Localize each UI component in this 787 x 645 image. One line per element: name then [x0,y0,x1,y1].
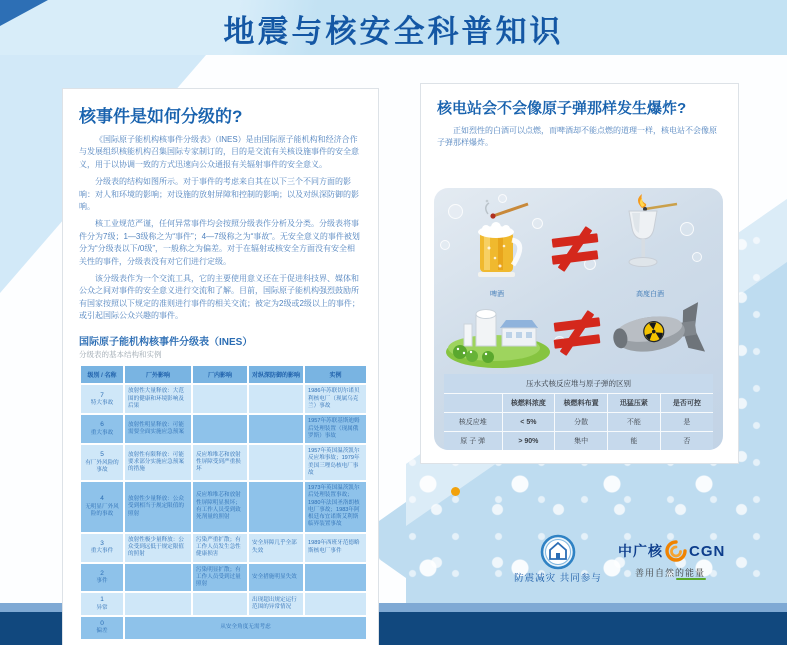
cgn-logo [618,540,725,562]
onsite-cell: 反应堆堆芯和放射性屏障明显损坏；有工作人员受到致死剂量的照射 [193,482,247,532]
not-equal-icon [554,312,600,354]
defense-cell [249,385,303,413]
cmp-col-header: 迅猛压紧 [608,394,661,413]
compare-row-bomb [444,432,713,451]
defense-cell: 出现超出规定运行范围的异常情况 [249,593,303,615]
beer-mug-match-icon [464,198,534,288]
cgn-logo-en: CGN [689,542,726,560]
ines-col-header: 厂内影响 [193,366,247,383]
defense-cell [249,445,303,480]
cmp-col-header: 是否可控 [660,394,713,413]
level-number: 7 [100,391,104,399]
left-panel [62,88,379,645]
cgn-swirl-icon [665,540,687,562]
value-cell: 否 [660,432,713,451]
left-paragraph-1: 《国际原子能机构核事件分级表》（INES）是由国际原子能机构和经济合作与发展组织核能机构召集国际专家制订的，目的是交流有关核设施事件的安全意义，用于以协调一致的方式迅速向公众通报有关辐射事件的安全意义。 [79,135,359,169]
deviation-note-cell: 从安全角度无需考虑 [125,617,366,639]
offsite-cell: 放射性极少量释放：公众受到远低于规定限值的照射 [125,534,191,562]
bubble-icon [692,252,702,262]
nuclear-plant-icon [444,300,552,370]
level-name: 重大事件 [90,548,114,555]
example-cell: 1989年西班牙范德略斯核电厂事件 [305,534,366,562]
defense-cell: 安全措施明显失效 [249,564,303,592]
cgn-slogan: 善用自然的能量 [634,568,705,578]
defense-cell [249,415,303,443]
level-number: 6 [100,421,104,429]
value-cell: 是 [660,413,713,432]
poster-title: 地震与核安全科普知识 [223,14,564,49]
onsite-cell [193,593,247,615]
onsite-cell [193,415,247,443]
cmp-col-header: 核燃料浓度 [502,394,555,413]
level-name: 重大事故 [90,429,114,436]
level-name: 特大事故 [90,399,114,406]
compare-table-title: 压水式核反应堆与原子弹的区别 [526,379,631,388]
bubble-icon [680,222,694,236]
bubble-icon [440,240,450,250]
example-cell [305,593,366,615]
example-cell: 1973年英国温茨凯尔后处理装置事故；1980年法国圣洛朗核电厂事故；1983年阿根廷布宜诺斯艾利斯临界装置事故 [305,482,366,532]
ines-col-header: 级别 / 名称 [81,366,123,383]
onsite-cell: 反应堆堆芯和放射性屏障受到严重损坏 [193,445,247,480]
level-name: 偏差 [96,628,108,635]
ines-row-4 [81,482,366,532]
right-panel-title: 核电站会不会像原子弹那样发生爆炸? [437,100,687,117]
defense-cell [249,482,303,532]
ines-row-1 [81,593,366,615]
value-cell: 不能 [608,413,661,432]
ines-row-7 [81,385,366,413]
left-logo-slogan: 防震减灾 共同参与 [514,573,602,584]
not-equal-icon [552,228,598,270]
row-label: 原 子 弹 [444,432,502,451]
example-cell: 1957年英国温茨凯尔反应堆事故；1979年美国三哩岛核电厂事故 [305,445,366,480]
liquor-label: 高度白酒 [636,291,664,298]
ines-row-6 [81,415,366,443]
cgn-logo-cn: 中广核 [618,543,663,559]
compare-table-title-row [444,374,713,394]
offsite-cell: 放射性明显释放：可能需要全面实施应急预案 [125,415,191,443]
left-panel-title: 核事件是如何分级的? [79,107,243,126]
left-paragraph-3: 核工业规范严谨，任何异常事件均会按照分级表作分析及分类。分级表将事件分为7级；1—3级称之为“事件”；4—7级称之为“事故”。无安全意义的事件被划分为“分级表以下/0级”，一般称之为偏差。对于在辐射或核安全方面没有安全相关性的事件，分级表没有对它们进行定级。 [79,219,360,266]
ines-row-3 [81,534,366,562]
compare-row-reactor [444,413,713,432]
level-number: 1 [100,596,104,604]
shield-house-icon [540,534,576,570]
value-cell: 分散 [555,413,608,432]
offsite-cell [125,593,191,615]
offsite-cell [125,564,191,592]
green-underline [676,578,706,580]
ines-row-0 [81,617,366,639]
offsite-cell: 放射性有限释放：可能要求部分实施应急预案的措施 [125,445,191,480]
level-number: 3 [100,539,104,547]
onsite-cell [193,385,247,413]
level-name: 异常 [96,604,108,611]
ines-col-header: 对纵深防御的影响 [249,366,303,383]
ines-col-header: 厂外影响 [125,366,191,383]
compare-table [444,374,713,450]
illustration-card [434,188,723,450]
value-cell: 集中 [555,432,608,451]
cmp-col-empty [444,394,502,413]
ines-table [79,364,368,640]
atomic-bomb-icon [606,296,710,371]
ines-row-2 [81,564,366,592]
ines-table-title: 国际原子能机构核事件分级表（INES） [79,337,253,349]
example-cell [305,564,366,592]
left-paragraph-4: 该分级表作为一个交流工具，它的主要使用意义还在于促进科技界、媒体和公众之间对事件的安全意义进行交流和了解。目前，国际原子能机构强烈鼓励所有国家按照以下规定的准则进行事件的相关交流；被定为2级或2级以上的事件；或引起国际公众兴趣的事件。 [79,273,360,321]
level-number: 5 [100,451,104,459]
level-name: 有厂外风险的事故 [85,459,119,473]
row-label: 核反应堆 [444,413,502,432]
onsite-cell: 污染明显扩散；有工作人员受到过量照射 [193,564,247,592]
cmp-col-header: 核燃料布置 [555,394,608,413]
ines-col-header: 实例 [305,366,366,383]
value-cell: > 90% [502,432,555,451]
right-intro: 正如烈性的白酒可以点燃，而啤酒却不能点燃的道理一样，核电站不会像原子弹那样爆炸。 [437,126,717,148]
level-number: 0 [100,620,104,628]
offsite-cell: 放射性大量释放：大范围的健康和环境影响及后果 [125,385,191,413]
value-cell: < 5% [502,413,555,432]
onsite-cell: 污染严重扩散；有工作人员发生急性健康损害 [193,534,247,562]
defense-cell: 安全屏障几乎全部失效 [249,534,303,562]
ines-row-5 [81,445,366,480]
orange-dot [451,487,460,496]
level-number: 4 [100,495,104,503]
value-cell: 能 [608,432,661,451]
left-paragraph-2: 分级表的结构如图所示。对于事件的考虑来自其在以下三个不同方面的影响：对人和环境的影响；对设施的放射屏障和控制的影响；以及对纵深防御的影响。 [79,177,359,211]
example-cell: 1957年苏联基斯迪姆后处理装置（现属俄罗斯）事故 [305,415,366,443]
ines-header-row [81,366,366,383]
compare-header-row [444,394,713,413]
beer-label: 啤酒 [490,291,504,298]
bubble-icon [448,204,463,219]
offsite-cell: 放射性少量释放：公众受到相当于规定限值的照射 [125,482,191,532]
level-name: 事件 [96,578,108,584]
level-number: 2 [100,569,104,577]
liquor-glass-flame-icon [620,194,680,288]
level-name: 无明显厂外风险的事故 [85,503,119,518]
ines-table-subtitle: 分级表的基本结构和实例 [79,350,162,360]
example-cell: 1986年苏联切尔诺贝利核电厂（现属乌克兰）事故 [305,385,366,413]
right-panel [420,83,739,464]
